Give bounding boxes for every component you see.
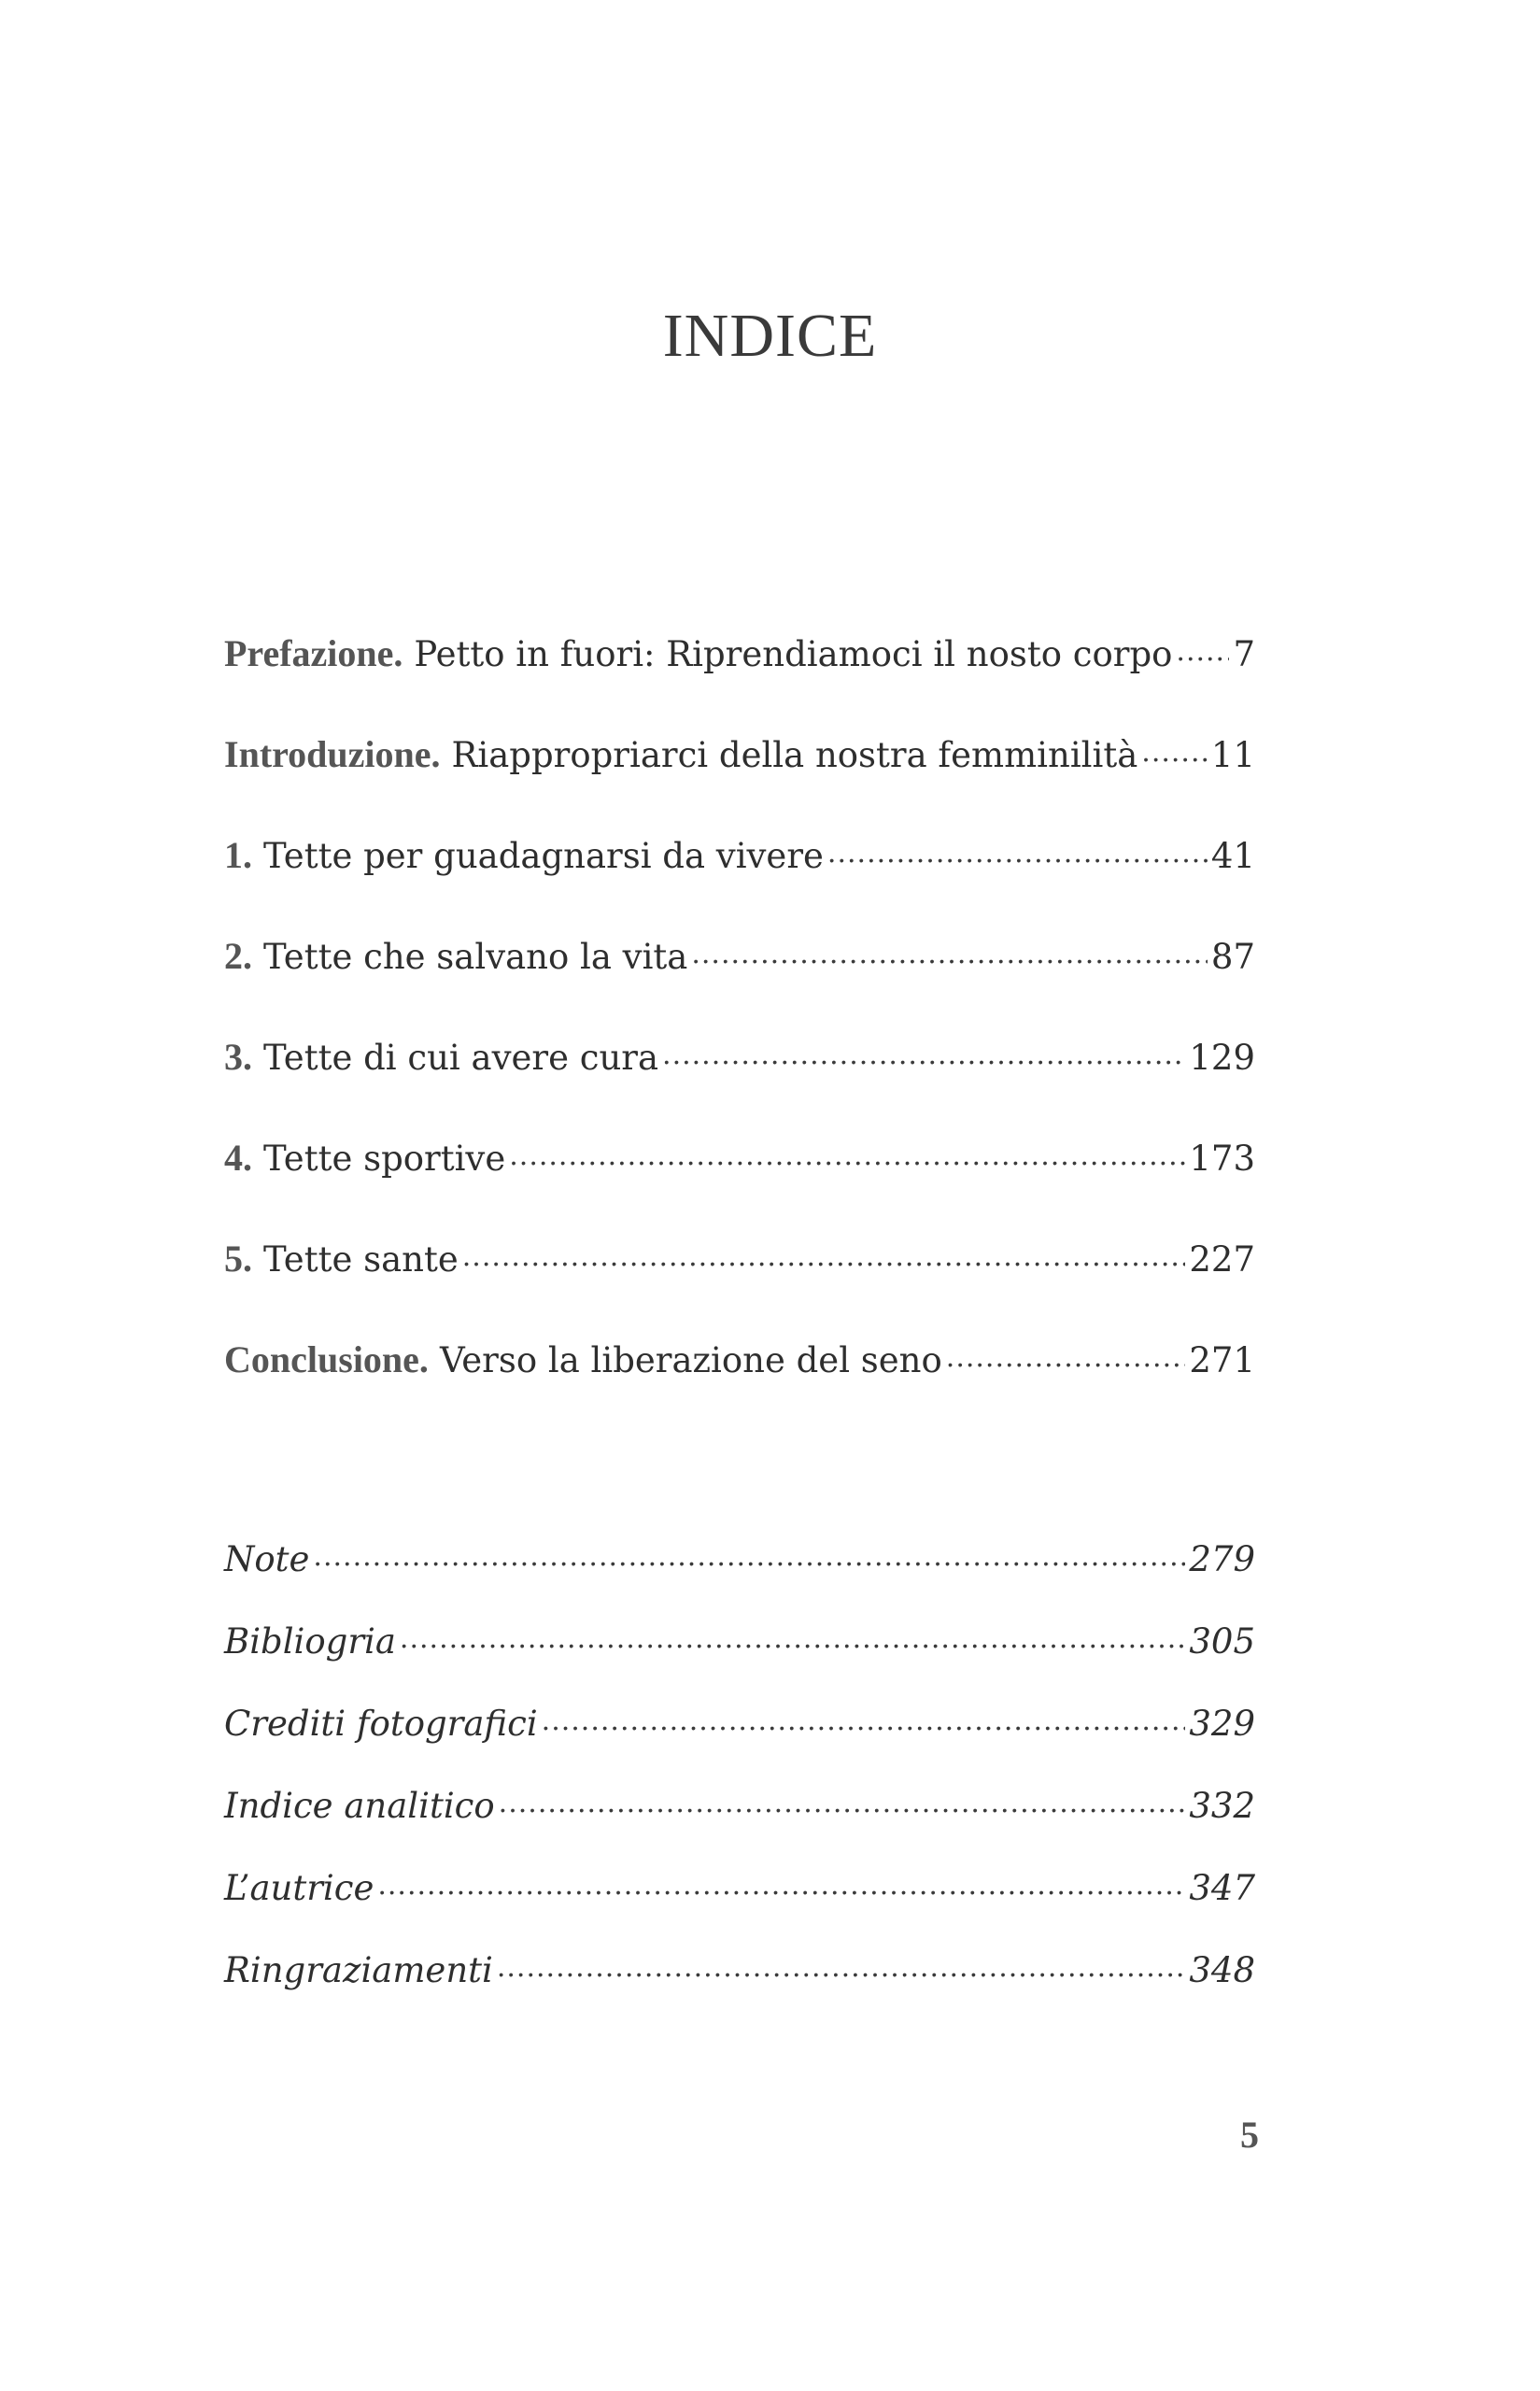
toc-entry-title: Indice analitico [224,1786,495,1826]
toc-entry-crediti-fotografici[interactable] [224,1696,1255,1752]
toc-entry-page: 329 [1189,1704,1255,1744]
toc-dot-leader [662,1032,1185,1069]
toc-entry-prefix: Prefazione. [224,632,403,674]
toc-entry-title: Tette che salvano la vita [263,937,688,977]
toc-dot-leader [827,830,1208,868]
page-title: INDICE [662,302,878,370]
toc-entry-page: 348 [1189,1950,1255,1990]
toc-entry-page: 227 [1189,1239,1255,1280]
toc-entry-title: Note [224,1539,310,1579]
toc-entry-prefazione[interactable] [224,626,1255,682]
toc-dot-leader [691,931,1208,969]
toc-dot-leader [400,1616,1185,1653]
toc-entry-prefix: 3. [224,1036,252,1078]
toc-entry-title: Ringraziamenti [224,1950,493,1990]
toc-entry-introduzione[interactable] [224,727,1255,783]
toc-dot-leader [497,1945,1186,1982]
toc-entry-chapter-5[interactable] [224,1231,1255,1287]
toc-entry-page: 347 [1189,1868,1255,1908]
toc-dot-leader [313,1534,1185,1571]
toc-dot-leader [462,1234,1186,1271]
toc-entry-page: 87 [1210,937,1255,977]
toc-entry-ringraziamenti[interactable] [224,1943,1255,1999]
toc-entry-page: 11 [1210,735,1255,775]
toc-dot-leader [1141,729,1208,767]
toc-dot-leader [1176,629,1229,666]
toc-entry-title: Tette di cui avere cura [263,1038,659,1078]
toc-entry-prefix: 4. [224,1137,252,1179]
toc-entry-chapter-3[interactable] [224,1029,1255,1085]
toc-dot-leader [499,1780,1186,1818]
page-number: 5 [1240,2114,1259,2156]
toc-entry-conclusione[interactable] [224,1332,1255,1388]
toc-entry-title: Crediti fotografici [224,1704,538,1744]
toc-entry-prefix: 5. [224,1238,252,1280]
toc-entry-title: Tette per guadagnarsi da vivere [263,836,824,876]
toc-entry-title: Tette sportive [263,1139,506,1179]
toc-entry-autrice[interactable] [224,1860,1255,1917]
toc-entry-chapter-2[interactable] [224,928,1255,984]
toc-entry-page: 129 [1189,1038,1255,1078]
toc-entry-title: Petto in fuori: Riprendiamoci il nosto corpo [414,634,1173,674]
toc-dot-leader [509,1133,1185,1170]
toc-entry-prefix: Conclusione. [224,1338,429,1380]
toc-entry-title: L’autrice [224,1868,374,1908]
toc-dot-leader [377,1862,1185,1900]
toc-entry-page: 271 [1189,1340,1255,1380]
toc-entry-prefix: 2. [224,935,252,977]
toc-entry-chapter-4[interactable] [224,1130,1255,1186]
toc-entry-page: 332 [1189,1786,1255,1826]
toc-entry-title: Riappropriarci della nostra femminilità [451,735,1138,775]
table-of-contents-back-matter [224,1532,1255,2025]
toc-entry-title: Verso la liberazione del seno [439,1340,942,1380]
toc-entry-indice-analitico[interactable] [224,1778,1255,1834]
toc-entry-prefix: Introduzione. [224,733,441,775]
table-of-contents-main [224,626,1255,1433]
toc-entry-prefix: 1. [224,834,252,876]
toc-entry-page: 173 [1189,1139,1255,1179]
toc-entry-note[interactable] [224,1532,1255,1588]
toc-entry-title: Bibliogria [224,1621,396,1662]
toc-dot-leader [946,1335,1186,1372]
toc-entry-page: 41 [1210,836,1255,876]
toc-entry-page: 7 [1233,634,1255,674]
toc-entry-bibliografia[interactable] [224,1614,1255,1670]
toc-dot-leader [542,1698,1186,1735]
toc-entry-page: 279 [1189,1539,1255,1579]
toc-entry-page: 305 [1189,1621,1255,1662]
toc-entry-title: Tette sante [263,1239,459,1280]
toc-entry-chapter-1[interactable] [224,828,1255,884]
